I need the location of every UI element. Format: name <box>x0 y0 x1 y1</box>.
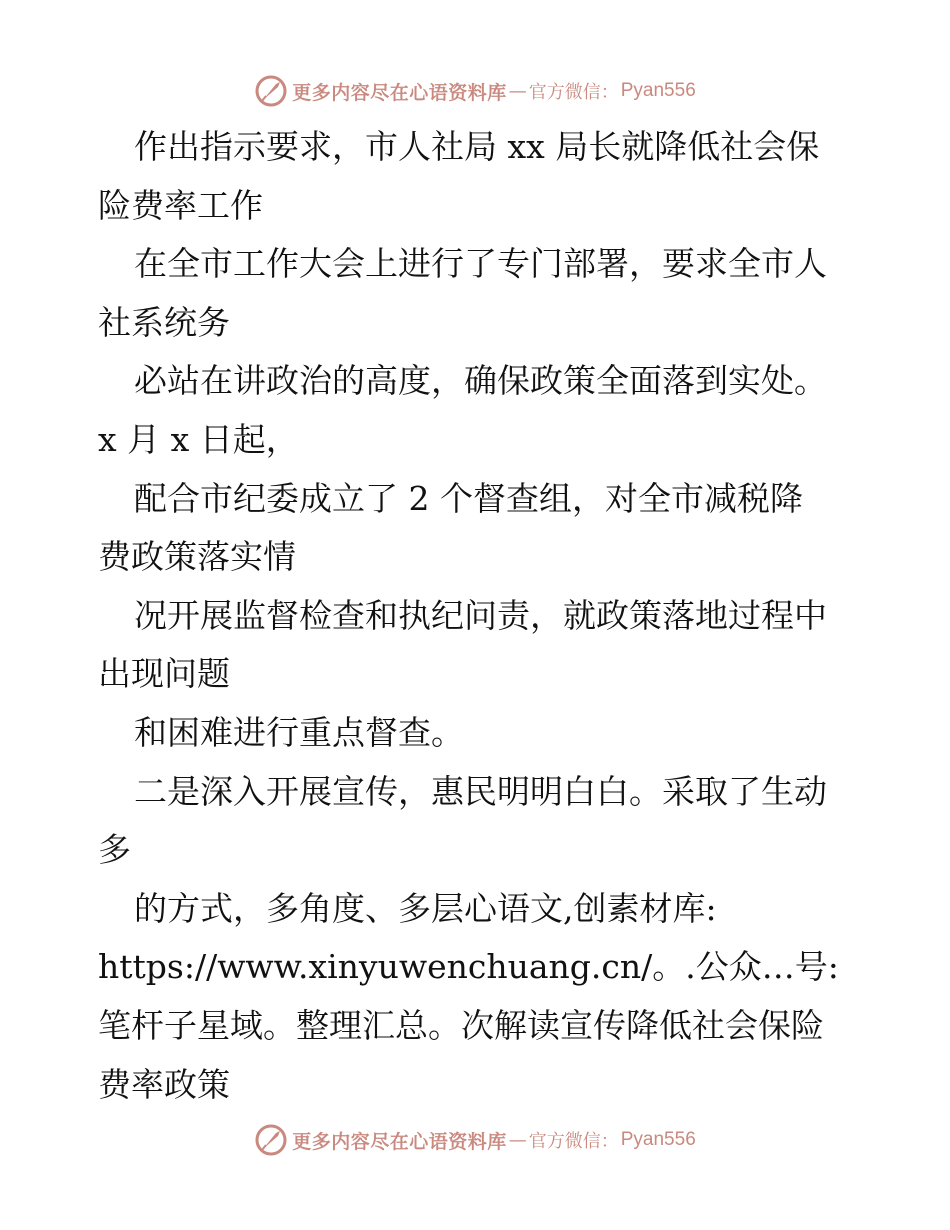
text-line: 作出指示要求，市人社局 xx 局长就降低社会保 <box>134 127 820 166</box>
watermark-main-text: 更多内容尽在心语资料库 <box>292 81 507 104</box>
text-line: https://www.xinyuwenchuang.cn/。.公众…号: <box>98 947 839 987</box>
text-line: 二是深入开展宣传，惠民明明白白。采取了生动 <box>134 771 827 811</box>
watermark-dash: — <box>508 1129 527 1151</box>
text-line: 和困难进行重点督查。 <box>134 712 464 752</box>
text-line: 费政策落实情 <box>98 537 296 577</box>
text-line: 况开展监督检查和执纪问责，就政策落地过程中 <box>134 595 827 635</box>
footer-watermark <box>0 1120 950 1160</box>
text-line: 险费率工作 <box>98 185 263 225</box>
watermark-sub-text: 官方微信： <box>528 82 619 103</box>
text-line: 出现问题 <box>98 654 230 694</box>
text-line: 的方式，多角度、多层心语文,创素材库: <box>134 888 717 928</box>
watermark-main-text: 更多内容尽在心语资料库 <box>292 1130 507 1153</box>
watermark-sub-text: 官方微信： <box>528 1131 619 1152</box>
watermark-dash: — <box>508 80 527 102</box>
text-line: 必站在讲政治的高度，确保政策全面落到实处。 <box>134 361 827 401</box>
text-line: 笔杆子星域。整理汇总。次解读宣传降低社会保险 <box>98 1005 824 1045</box>
text-line: 费率政策 <box>98 1064 230 1104</box>
header-watermark <box>0 71 950 111</box>
watermark-id-text: Pyan556 <box>620 1129 696 1150</box>
quill-logo-icon <box>254 1123 288 1157</box>
text-line: x 月 x 日起， <box>98 419 299 459</box>
watermark-id-text: Pyan556 <box>620 80 696 101</box>
quill-logo-icon <box>254 74 288 108</box>
text-line: 配合市纪委成立了 2 个督查组，对全市减税降 <box>134 478 803 518</box>
document-body <box>98 118 858 1114</box>
text-line: 多 <box>98 830 131 870</box>
text-line: 社系统务 <box>98 302 230 342</box>
text-line: 在全市工作大会上进行了专门部署，要求全市人 <box>134 244 827 284</box>
